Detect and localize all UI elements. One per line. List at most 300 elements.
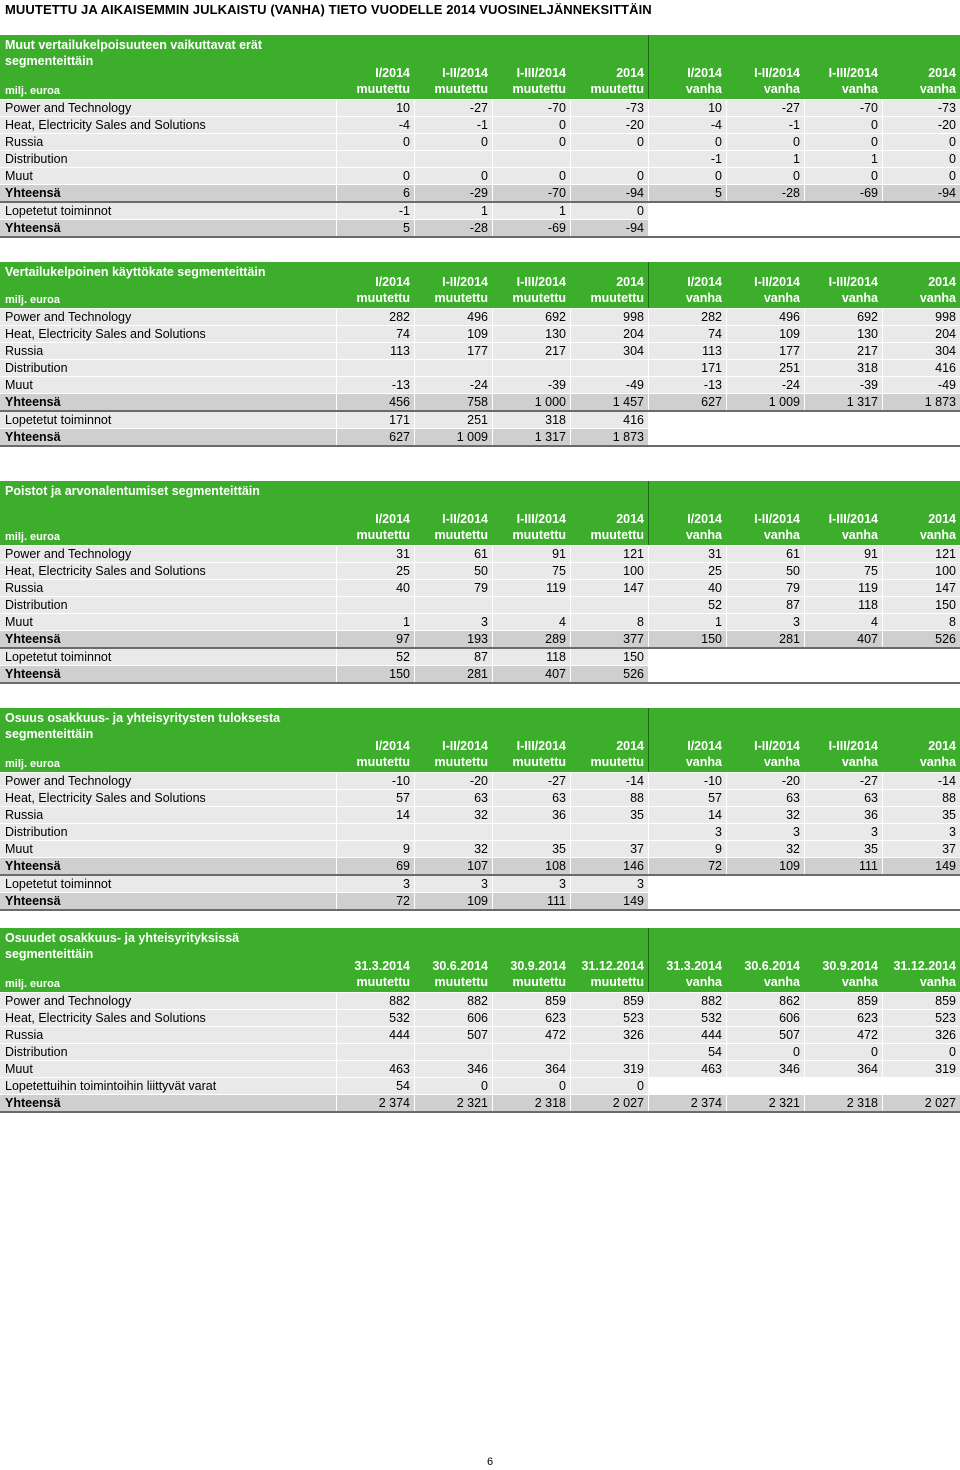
column-version: vanha xyxy=(841,755,878,769)
row-label: Muut xyxy=(5,169,33,183)
table-cell xyxy=(726,429,804,445)
table-cell: 40 xyxy=(648,580,726,596)
table-cell: 171 xyxy=(336,412,414,428)
table-cell: -27 xyxy=(804,773,882,789)
table-cell: 364 xyxy=(804,1061,882,1077)
column-period: I-III/2014 xyxy=(516,739,566,753)
table-cell: -29 xyxy=(414,185,492,201)
table-cell: 2 374 xyxy=(336,1095,414,1111)
table-cell: 407 xyxy=(804,631,882,647)
table-cell: 74 xyxy=(336,326,414,342)
total-row xyxy=(0,631,960,649)
table-cell: 526 xyxy=(570,666,648,682)
row-label: Power and Technology xyxy=(5,101,132,115)
table-cell: 97 xyxy=(336,631,414,647)
table-cell xyxy=(804,666,882,682)
table-cell: 627 xyxy=(336,429,414,445)
table-cell xyxy=(882,220,960,236)
table-cell xyxy=(492,151,570,167)
table-row xyxy=(0,151,960,168)
table-cell: 5 xyxy=(648,185,726,201)
table-cell: 0 xyxy=(492,1078,570,1094)
table-cell xyxy=(570,151,648,167)
table-row xyxy=(0,614,960,631)
table-cell: 75 xyxy=(804,563,882,579)
table-cell: 304 xyxy=(882,343,960,359)
table-cell: 63 xyxy=(726,790,804,806)
table-cell: 54 xyxy=(336,1078,414,1094)
column-header xyxy=(726,708,804,772)
table-cell: 1 873 xyxy=(570,429,648,445)
table-cell: 326 xyxy=(570,1027,648,1043)
column-version: vanha xyxy=(763,291,800,305)
table-cell: 32 xyxy=(414,841,492,857)
table-cell: -20 xyxy=(882,117,960,133)
table-cell: 111 xyxy=(804,858,882,874)
column-header xyxy=(648,262,726,308)
column-header xyxy=(570,928,648,992)
table-cell xyxy=(570,1044,648,1060)
table-cell: 3 xyxy=(492,876,570,892)
row-label: Yhteensä xyxy=(5,186,61,200)
table-cell xyxy=(648,666,726,682)
row-label: Muut xyxy=(5,615,33,629)
table-cell xyxy=(414,824,492,840)
column-header xyxy=(414,35,492,99)
table-cell: 3 xyxy=(414,614,492,630)
table-cell: 9 xyxy=(336,841,414,857)
table-cell: 35 xyxy=(882,807,960,823)
column-period: 2014 xyxy=(928,66,956,80)
column-header xyxy=(882,708,960,772)
column-period: I-II/2014 xyxy=(754,66,800,80)
table-cell: 523 xyxy=(882,1010,960,1026)
column-header xyxy=(336,35,414,99)
column-header xyxy=(570,708,648,772)
column-header xyxy=(414,481,492,545)
column-header xyxy=(882,35,960,99)
table-cell: 416 xyxy=(882,360,960,376)
section-title: Poistot ja arvonalentumiset segmenteittäin xyxy=(5,484,260,498)
table-cell: 318 xyxy=(492,412,570,428)
table-cell: 0 xyxy=(804,117,882,133)
table-cell: 1 xyxy=(804,151,882,167)
column-period: 2014 xyxy=(928,512,956,526)
table-cell: 50 xyxy=(726,563,804,579)
table-cell: 217 xyxy=(804,343,882,359)
table-cell: 496 xyxy=(414,309,492,325)
table-cell: 25 xyxy=(336,563,414,579)
column-period: 2014 xyxy=(616,739,644,753)
table-cell: 35 xyxy=(804,841,882,857)
table-cell: 3 xyxy=(804,824,882,840)
row-label: Yhteensä xyxy=(5,667,61,681)
table-cell: 1 xyxy=(336,614,414,630)
table-cell: 416 xyxy=(570,412,648,428)
table-cell: 204 xyxy=(882,326,960,342)
table-cell xyxy=(648,649,726,665)
table-cell: 1 xyxy=(648,614,726,630)
table-cell: 0 xyxy=(882,168,960,184)
table-row xyxy=(0,134,960,151)
table-cell: 3 xyxy=(414,876,492,892)
table-row xyxy=(0,993,960,1010)
table-cell xyxy=(648,203,726,219)
table-row xyxy=(0,824,960,841)
table-row xyxy=(0,1010,960,1027)
table-cell: 63 xyxy=(414,790,492,806)
table-cell: 289 xyxy=(492,631,570,647)
column-period: I-III/2014 xyxy=(516,66,566,80)
column-period: 2014 xyxy=(616,275,644,289)
table-cell: 0 xyxy=(882,134,960,150)
section-title: Vertailukelpoinen käyttökate segmenteittäin xyxy=(5,265,266,279)
table-cell: 859 xyxy=(492,993,570,1009)
table-cell: 52 xyxy=(336,649,414,665)
column-period: I/2014 xyxy=(375,512,410,526)
table-cell xyxy=(882,1078,960,1094)
table-cell: 0 xyxy=(726,134,804,150)
table-cell: 10 xyxy=(648,100,726,116)
table-cell: 623 xyxy=(804,1010,882,1026)
table-cell: 251 xyxy=(726,360,804,376)
table-cell: 0 xyxy=(570,203,648,219)
table-cell: 100 xyxy=(882,563,960,579)
column-period: I-II/2014 xyxy=(754,512,800,526)
table-cell: 147 xyxy=(882,580,960,596)
table-cell: -1 xyxy=(648,151,726,167)
table-cell: 0 xyxy=(336,168,414,184)
table-cell: 692 xyxy=(492,309,570,325)
table-cell: 74 xyxy=(648,326,726,342)
table-cell: -70 xyxy=(492,185,570,201)
table-cell: 130 xyxy=(492,326,570,342)
table-cell: 0 xyxy=(804,134,882,150)
table-cell xyxy=(648,429,726,445)
column-period: I-III/2014 xyxy=(516,275,566,289)
column-header xyxy=(492,481,570,545)
column-version: muutettu xyxy=(512,82,566,96)
table-cell: 32 xyxy=(726,841,804,857)
table-cell: 1 317 xyxy=(492,429,570,445)
table-cell: -10 xyxy=(648,773,726,789)
table-cell: -20 xyxy=(414,773,492,789)
table-cell: 0 xyxy=(726,1044,804,1060)
column-version: muutettu xyxy=(590,975,644,989)
table-cell: 113 xyxy=(336,343,414,359)
table-cell xyxy=(804,893,882,909)
table-cell: 72 xyxy=(336,893,414,909)
table-cell: 0 xyxy=(414,168,492,184)
table-row xyxy=(0,377,960,394)
table-cell: 326 xyxy=(882,1027,960,1043)
table-cell: 3 xyxy=(726,824,804,840)
column-version: muutettu xyxy=(356,755,410,769)
table-cell xyxy=(726,649,804,665)
row-label: Yhteensä xyxy=(5,894,61,908)
table-cell: 150 xyxy=(882,597,960,613)
column-headers xyxy=(336,481,960,545)
table-cell: 109 xyxy=(414,326,492,342)
table-row xyxy=(0,117,960,134)
table-cell: 444 xyxy=(648,1027,726,1043)
column-header xyxy=(726,262,804,308)
table-cell: 146 xyxy=(570,858,648,874)
table-cell: 5 xyxy=(336,220,414,236)
column-period: 31.3.2014 xyxy=(666,959,722,973)
table-cell: 118 xyxy=(492,649,570,665)
column-header xyxy=(570,481,648,545)
table-cell: 37 xyxy=(570,841,648,857)
table-cell: 171 xyxy=(648,360,726,376)
table-row xyxy=(0,343,960,360)
column-header xyxy=(804,481,882,545)
column-period: 2014 xyxy=(928,739,956,753)
table-cell: 35 xyxy=(492,841,570,857)
table-cell: 998 xyxy=(882,309,960,325)
table-cell: 2 374 xyxy=(648,1095,726,1111)
table-cell: 61 xyxy=(414,546,492,562)
table-cell: 31 xyxy=(648,546,726,562)
table-cell: 882 xyxy=(336,993,414,1009)
table-comparable-ebitda xyxy=(0,262,960,447)
column-header xyxy=(726,928,804,992)
column-period: 2014 xyxy=(928,275,956,289)
total-row xyxy=(0,394,960,412)
table-cell xyxy=(336,824,414,840)
column-period: I/2014 xyxy=(375,275,410,289)
column-version: vanha xyxy=(763,528,800,542)
unit-label: milj. euroa xyxy=(5,85,61,97)
table-cell xyxy=(804,1078,882,1094)
row-label: Yhteensä xyxy=(5,1096,61,1110)
table-cell: 88 xyxy=(570,790,648,806)
table-cell: 1 009 xyxy=(414,429,492,445)
column-version: vanha xyxy=(685,528,722,542)
table-cell: 75 xyxy=(492,563,570,579)
table-cell: 526 xyxy=(882,631,960,647)
table-cell: 113 xyxy=(648,343,726,359)
table-row xyxy=(0,597,960,614)
table-cell xyxy=(882,666,960,682)
column-version: muutettu xyxy=(434,528,488,542)
table-cell: -14 xyxy=(882,773,960,789)
table-cell: 0 xyxy=(414,1078,492,1094)
table-cell: -1 xyxy=(414,117,492,133)
table-header xyxy=(0,262,960,309)
table-row xyxy=(0,773,960,790)
table-cell: 177 xyxy=(414,343,492,359)
table-cell xyxy=(492,1044,570,1060)
table-associates-holdings xyxy=(0,928,960,1113)
table-cell: 109 xyxy=(414,893,492,909)
column-header xyxy=(336,708,414,772)
table-cell: 627 xyxy=(648,394,726,410)
row-label: Yhteensä xyxy=(5,430,61,444)
column-version: muutettu xyxy=(590,82,644,96)
column-period: 30.6.2014 xyxy=(744,959,800,973)
row-label: Heat, Electricity Sales and Solutions xyxy=(5,327,206,341)
table-cell xyxy=(492,360,570,376)
table-cell: 472 xyxy=(804,1027,882,1043)
table-cell: 623 xyxy=(492,1010,570,1026)
table-cell: 3 xyxy=(570,876,648,892)
table-cell: -24 xyxy=(414,377,492,393)
table-row xyxy=(0,841,960,858)
table-cell xyxy=(414,597,492,613)
column-header xyxy=(804,928,882,992)
table-cell: 0 xyxy=(804,1044,882,1060)
table-cell: 57 xyxy=(648,790,726,806)
table-cell: 507 xyxy=(414,1027,492,1043)
column-version: vanha xyxy=(919,528,956,542)
row-label: Heat, Electricity Sales and Solutions xyxy=(5,118,206,132)
table-cell xyxy=(648,893,726,909)
table-cell xyxy=(804,876,882,892)
total-row xyxy=(0,429,960,447)
row-label: Muut xyxy=(5,842,33,856)
table-cell: 87 xyxy=(726,597,804,613)
row-label: Distribution xyxy=(5,152,68,166)
column-header xyxy=(414,262,492,308)
column-header xyxy=(336,262,414,308)
table-cell: 882 xyxy=(648,993,726,1009)
table-row xyxy=(0,580,960,597)
table-cell: 0 xyxy=(492,134,570,150)
row-label: Yhteensä xyxy=(5,221,61,235)
table-cell: 1 xyxy=(414,203,492,219)
column-header xyxy=(414,708,492,772)
table-cell: 63 xyxy=(804,790,882,806)
table-associates-share xyxy=(0,708,960,911)
table-cell: 1 xyxy=(492,203,570,219)
table-cell: 407 xyxy=(492,666,570,682)
table-cell xyxy=(882,429,960,445)
table-cell: 61 xyxy=(726,546,804,562)
row-label: Distribution xyxy=(5,1045,68,1059)
column-period: I-III/2014 xyxy=(828,512,878,526)
table-cell: -27 xyxy=(726,100,804,116)
table-cell xyxy=(882,893,960,909)
table-cell: -24 xyxy=(726,377,804,393)
table-cell: 862 xyxy=(726,993,804,1009)
table-cell: 3 xyxy=(648,824,726,840)
table-cell: -73 xyxy=(570,100,648,116)
table-cell xyxy=(804,429,882,445)
row-label: Lopetetut toiminnot xyxy=(5,413,112,427)
table-cell xyxy=(336,597,414,613)
table-cell xyxy=(726,220,804,236)
column-version: muutettu xyxy=(512,755,566,769)
table-cell: 606 xyxy=(726,1010,804,1026)
column-version: vanha xyxy=(841,528,878,542)
section-title: Muut vertailukelpoisuuteen vaikuttavat erät segmenteittäin xyxy=(5,38,263,68)
table-cell: 859 xyxy=(882,993,960,1009)
column-version: muutettu xyxy=(356,82,410,96)
table-row xyxy=(0,1078,960,1095)
row-label: Russia xyxy=(5,135,44,149)
table-cell: 3 xyxy=(726,614,804,630)
column-header xyxy=(726,35,804,99)
table-header xyxy=(0,708,960,773)
table-cell: 3 xyxy=(336,876,414,892)
table-cell: -4 xyxy=(648,117,726,133)
column-version: muutettu xyxy=(434,82,488,96)
table-cell: 859 xyxy=(804,993,882,1009)
table-cell: 0 xyxy=(570,168,648,184)
row-label: Distribution xyxy=(5,825,68,839)
table-row xyxy=(0,360,960,377)
table-cell: 91 xyxy=(804,546,882,562)
table-cell: 8 xyxy=(882,614,960,630)
column-version: vanha xyxy=(685,291,722,305)
table-cell: -28 xyxy=(414,220,492,236)
table-cell: -49 xyxy=(570,377,648,393)
table-cell: 108 xyxy=(492,858,570,874)
table-cell: 998 xyxy=(570,309,648,325)
column-version: vanha xyxy=(763,975,800,989)
table-cell xyxy=(726,876,804,892)
column-version: vanha xyxy=(919,755,956,769)
column-header xyxy=(570,262,648,308)
table-cell: 130 xyxy=(804,326,882,342)
column-version: vanha xyxy=(763,755,800,769)
table-cell: 36 xyxy=(492,807,570,823)
column-period: I-II/2014 xyxy=(754,739,800,753)
table-cell: 0 xyxy=(492,168,570,184)
column-version: vanha xyxy=(841,82,878,96)
column-header xyxy=(570,35,648,99)
table-cell: 281 xyxy=(414,666,492,682)
table-cell: 2 027 xyxy=(570,1095,648,1111)
table-cell: -13 xyxy=(336,377,414,393)
table-cell: -94 xyxy=(570,220,648,236)
table-cell: 118 xyxy=(804,597,882,613)
unit-label: milj. euroa xyxy=(5,978,61,990)
column-header xyxy=(804,708,882,772)
column-period: I-II/2014 xyxy=(442,739,488,753)
column-version: muutettu xyxy=(356,975,410,989)
table-cell: 281 xyxy=(726,631,804,647)
table-cell: -94 xyxy=(882,185,960,201)
table-cell: 204 xyxy=(570,326,648,342)
table-cell xyxy=(414,360,492,376)
table-cell: 57 xyxy=(336,790,414,806)
table-row xyxy=(0,168,960,185)
table-cell: 40 xyxy=(336,580,414,596)
table-cell: 4 xyxy=(804,614,882,630)
column-header xyxy=(648,35,726,99)
column-period: I-III/2014 xyxy=(828,275,878,289)
table-cell: -73 xyxy=(882,100,960,116)
table-cell: -20 xyxy=(726,773,804,789)
table-cell: 0 xyxy=(570,1078,648,1094)
table-cell: 606 xyxy=(414,1010,492,1026)
table-cell: 319 xyxy=(882,1061,960,1077)
column-header xyxy=(414,928,492,992)
table-cell: 25 xyxy=(648,563,726,579)
column-header xyxy=(336,481,414,545)
table-cell xyxy=(570,824,648,840)
table-cell: 1 457 xyxy=(570,394,648,410)
column-period: I-III/2014 xyxy=(516,512,566,526)
table-cell xyxy=(804,220,882,236)
column-period: 31.12.2014 xyxy=(893,959,956,973)
table-cell: 2 318 xyxy=(804,1095,882,1111)
table-header xyxy=(0,481,960,546)
table-cell: 0 xyxy=(882,1044,960,1060)
column-period: I-II/2014 xyxy=(442,275,488,289)
